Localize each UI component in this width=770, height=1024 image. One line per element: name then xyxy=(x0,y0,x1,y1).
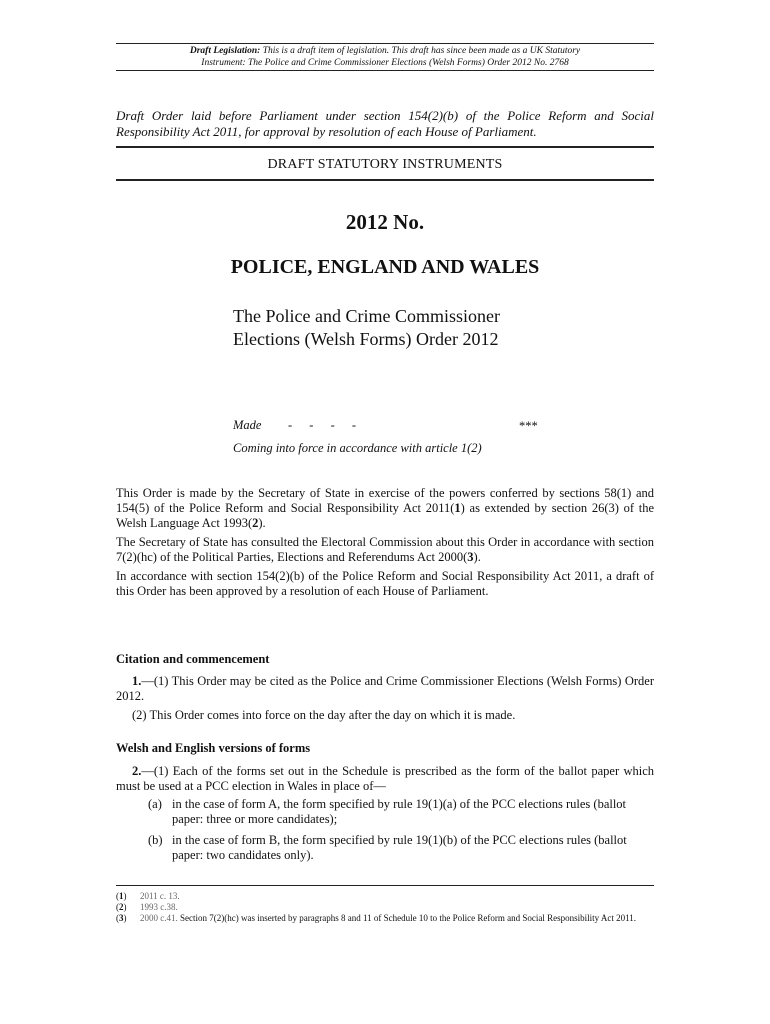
banner-label: Draft Legislation: xyxy=(189,46,261,56)
coming-into-force: Coming into force in accordance with article 1(2) xyxy=(233,441,482,455)
subparagraph-b-label: (b) xyxy=(148,833,163,847)
title-line-1: The Police and Crime Commissioner xyxy=(233,306,500,326)
article-2-paragraph-1: 2.—(1) Each of the forms set out in the Schedule is prescribed as the form of the ballot paper which must be used at a PCC election in Wales in place of— xyxy=(116,764,654,793)
banner-line2: Instrument: The Police and Crime Commissioner Elections (Welsh Forms) Order 2012 No. 2768 xyxy=(201,58,569,68)
subparagraph-b-text: in the case of form B, the form specified by rule 19(1)(b) of the PCC elections rules (ballot paper: two candidates only). xyxy=(172,833,627,862)
article-1-paragraph-2: (2) This Order comes into force on the day after the day on which it is made. xyxy=(132,708,516,722)
footnote-1 xyxy=(116,891,654,902)
preamble-paragraph-1: This Order is made by the Secretary of State in exercise of the powers conferred by sections 58(1) and 154(5) of the Police Reform and Social Responsibility Act 2011(1) as extended by section 26(3) of the Welsh Language Act 1993(2). xyxy=(116,486,655,530)
article-1-heading: Citation and commencement xyxy=(116,652,270,666)
instrument-number: 2012 No. xyxy=(345,210,425,234)
series-heading: DRAFT STATUTORY INSTRUMENTS xyxy=(267,157,503,172)
article-1-number: 1. xyxy=(132,674,142,688)
footnote-1-ref[interactable]: 2011 c. 13. xyxy=(140,891,180,901)
article-2-subparagraph-a xyxy=(148,797,654,827)
subject-heading: POLICE, ENGLAND AND WALES xyxy=(230,256,540,278)
made-label: Made xyxy=(233,418,262,432)
preamble xyxy=(116,486,654,603)
made-dashes: - - - - xyxy=(288,418,357,432)
footnote-2-ref[interactable]: 1993 c.38. xyxy=(140,902,178,912)
article-1-paragraph-1: 1.—(1) This Order may be cited as the Police and Crime Commissioner Elections (Welsh Forms) Order 2012. xyxy=(116,674,654,703)
footnote-3-label: (3) xyxy=(116,913,127,923)
banner-bottom-rule xyxy=(116,70,654,71)
series-top-rule xyxy=(116,146,654,148)
series-bottom-rule xyxy=(116,179,654,181)
footnote-1-label: (1) xyxy=(116,891,127,901)
banner-line1: This is a draft item of legislation. This draft has since been made as a UK Statutory xyxy=(260,46,581,56)
footnote-ref-1[interactable]: 1 xyxy=(454,501,461,515)
footnote-ref-3[interactable]: 3 xyxy=(467,550,474,564)
footnote-ref-2[interactable]: 2 xyxy=(252,516,259,530)
title-line-2: Elections (Welsh Forms) Order 2012 xyxy=(233,329,499,349)
preamble-paragraph-3: In accordance with section 154(2)(b) of the Police Reform and Social Responsibility Act 2011, a draft of this Order has been approved by a resolution of each House of Parliament. xyxy=(116,569,654,598)
preamble-paragraph-2: The Secretary of State has consulted the Electoral Commission about this Order in accordance with section 7(2)(hc) of the Political Parties, Elections and Referendums Act 2000(3). xyxy=(116,535,654,564)
instrument-title xyxy=(233,305,633,351)
article-2-number: 2. xyxy=(132,764,142,778)
footnote-3: (3) 2000 c.41. Section 7(2)(hc) was inserted by paragraphs 8 and 11 of Schedule 10 to the Police Reform and Social Responsibility Act 2011. xyxy=(116,913,636,923)
subparagraph-a-label: (a) xyxy=(148,797,162,811)
draft-banner xyxy=(116,45,654,69)
footnote-2-label: (2) xyxy=(116,902,127,912)
article-2-heading: Welsh and English versions of forms xyxy=(116,741,311,755)
banner-top-rule xyxy=(116,43,654,44)
footnote-3-ref[interactable]: 2000 c.41. xyxy=(140,913,178,923)
footnote-rule xyxy=(116,885,654,886)
made-date-value: *** xyxy=(519,419,538,433)
article-2-subparagraph-b xyxy=(148,833,654,863)
laid-before-statement: Draft Order laid before Parliament under section 154(2)(b) of the Police Reform and Social Responsibility Act 2011, for approval by resolution of each House of Parliament. xyxy=(116,108,654,139)
footnote-2 xyxy=(116,902,654,913)
subparagraph-a-text: in the case of form A, the form specified by rule 19(1)(a) of the PCC elections rules (ballot paper: three or more candidates); xyxy=(172,797,627,826)
